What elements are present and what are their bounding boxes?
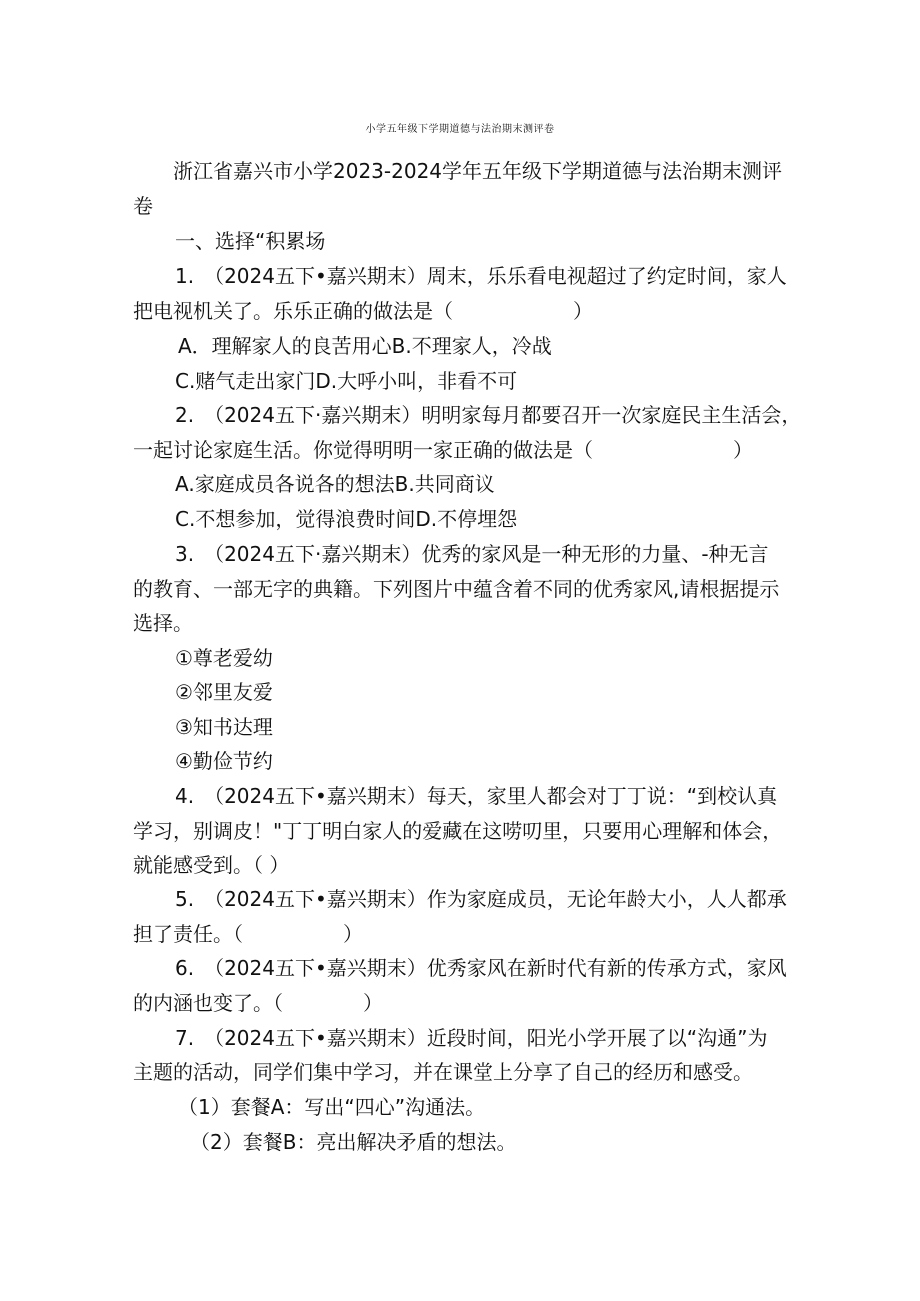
question-6-line-1: 6. （2024五下•嘉兴期末）优秀家风在新时代有新的传承方式，家风 [175, 956, 787, 980]
question-1-options-ab: A．理解家人的良苦用心B.不理家人，冷战 [178, 334, 552, 358]
subtitle-line-1: 浙江省嘉兴市小学2023-2024学年五年级下学期道德与法治期末测评 [173, 159, 783, 183]
question-1-line-1: 1. （2024五下•嘉兴期末）周末，乐乐看电视超过了约定时间，家人 [175, 264, 787, 288]
question-5-line-2: 担了责任。（ ） [133, 922, 363, 946]
question-1-options-cd: C.赌气走出家门D.大呼小叫，非看不可 [175, 369, 518, 393]
question-4-line-2: 学习，别调皮！"丁丁明白家人的爱藏在这唠叨里，只要用心理解和体会， [133, 819, 783, 843]
question-2-line-2: 一起讨论家庭生活。你觉得明明一家正确的做法是（ ） [133, 438, 753, 462]
question-3-line-3: 选择。 [133, 611, 193, 635]
question-1-line-2: 把电视机关了。乐乐正确的做法是（ ） [133, 299, 593, 323]
question-2-line-1: 2. （2024五下·嘉兴期末）明明家每月都要召开一次家庭民主生活会， [175, 403, 802, 427]
question-7-sub-1: （1）套餐A：写出“四心”沟通法。 [178, 1095, 486, 1119]
question-2-options-cd: C.不想参加，觉得浪费时间D.不停埋怨 [175, 507, 518, 531]
question-6-line-2: 的内涵也变了。（ ） [133, 991, 383, 1015]
subtitle-line-2: 卷 [133, 194, 153, 218]
question-7-sub-2: （2）套餐B：亮出解决矛盾的想法。 [190, 1130, 517, 1154]
page-title: 小学五年级下学期道德与法治期末测评卷 [365, 124, 555, 135]
question-3-item: ④勤俭节约 [175, 749, 273, 773]
question-5-line-1: 5. （2024五下•嘉兴期末）作为家庭成员，无论年龄大小，人人都承 [175, 887, 787, 911]
question-4-line-1: 4. （2024五下•嘉兴期末）每天，家里人都会对丁丁说：“到校认真 [175, 784, 778, 808]
question-7-line-2: 主题的活动，同学们集中学习，并在课堂上分享了自己的经历和感受。 [133, 1060, 753, 1084]
question-3-line-2: 的教育、一部无字的典籍。下列图片中蕴含着不同的优秀家风,请根据提示 [133, 577, 780, 601]
question-3-line-1: 3. （2024五下·嘉兴期末）优秀的家风是一种无形的力量、-种无言 [175, 542, 769, 566]
question-2-options-ab: A.家庭成员各说各的想法B.共同商议 [175, 472, 495, 496]
question-3-item: ②邻里友爱 [175, 680, 273, 704]
section-heading: 一、选择“积累场 [175, 229, 326, 253]
question-3-item: ③知书达理 [175, 715, 273, 739]
question-4-line-3: 就能感受到。（ ） [133, 853, 290, 877]
question-3-item: ①尊老爱幼 [175, 646, 273, 670]
question-7-line-1: 7. （2024五下•嘉兴期末）近段时间，阳光小学开展了以“沟通”为 [175, 1026, 768, 1050]
